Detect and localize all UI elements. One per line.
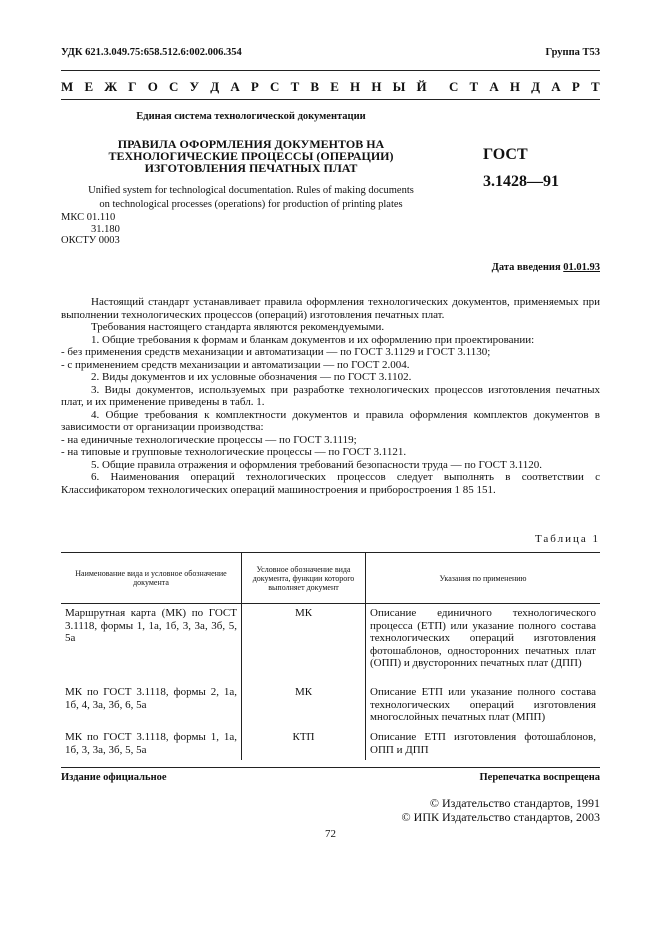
body-paragraph: Требования настоящего стандарта являются рекомендуемыми.: [91, 321, 385, 333]
banner-letter: У: [189, 79, 200, 94]
body-paragraph: 2. Виды документов и их условные обозначения — по ГОСТ 3.1102.: [91, 371, 412, 383]
banner-letter: Г: [128, 79, 137, 94]
copyright-line: © Издательство стандартов, 1991: [429, 796, 600, 810]
column-header-usage: Указания по применению: [366, 553, 601, 604]
table-cell-usage: Описание ЕТП или указание полного состава технологических операций изготовления многослойных печатных плат (МПП): [366, 681, 601, 726]
footer-rule: [61, 767, 600, 768]
banner-letter: Р: [250, 79, 259, 94]
header-rule-top: [61, 70, 600, 71]
banner-letter: Т: [469, 79, 479, 94]
table-cell-code: КТП: [242, 726, 366, 760]
document-types-table: [61, 552, 600, 760]
banner-letter: С: [169, 79, 179, 94]
banner-letter: С: [448, 79, 459, 94]
udk-code: УДК 621.3.049.75:658.512.6:002.006.354: [61, 47, 242, 58]
document-title: [61, 138, 441, 174]
column-header-name: Наименование вида и условное обозначение документа: [61, 553, 242, 604]
date-value: 01.01.93: [563, 262, 600, 273]
body-paragraph: 3. Виды документов, используемых при разработке технологических процессов изготовления печатных плат, и их применение приведены в табл. 1.: [61, 383, 600, 408]
body-paragraph: 1. Общие требования к формам и бланкам документов и их оформлению при проектировании:: [91, 333, 535, 346]
table-cell-name: МК по ГОСТ 3.1118, формы 1, 1а, 1б, 3, 3а, 3б, 5, 5а: [65, 731, 237, 756]
banner-letter: Ж: [104, 79, 118, 94]
title-line: ИЗГОТОВЛЕНИЯ ПЕЧАТНЫХ ПЛАТ: [144, 161, 358, 175]
english-title: [61, 184, 441, 212]
page-number: 72: [325, 828, 336, 840]
copyright-line: © ИПК Издательство стандартов, 2003: [401, 810, 600, 824]
table-row: [61, 726, 600, 760]
official-edition-label: Издание официальное: [61, 772, 167, 783]
table-cell-code: МК: [242, 681, 366, 726]
interstate-standard-banner: [61, 79, 600, 95]
mks-code: МКС 01.110: [61, 212, 116, 223]
banner-letter: В: [310, 79, 320, 94]
banner-letter: С: [270, 79, 280, 94]
gost-label: ГОСТ: [483, 146, 528, 163]
header-rule-bottom: [61, 99, 600, 100]
group-code: Группа Т53: [545, 47, 600, 58]
table-cell-usage: Описание ЕТП изготовления фотошаблонов, ОПП и ДПП: [366, 726, 601, 760]
table-row: [61, 681, 600, 726]
standard-body: [61, 296, 600, 496]
table-cell-name: Маршрутная карта (МК) по ГОСТ 3.1118, формы 1, 1а, 1б, 3, 3а, 3б, 5, 5а: [65, 607, 237, 644]
gost-number: 3.1428—91: [483, 173, 559, 190]
okstu-code: ОКСТУ 0003: [61, 235, 120, 246]
banner-letter: Е: [84, 79, 94, 94]
banner-letter: Д: [531, 79, 541, 94]
table-cell-usage: Описание единичного технологического процесса (ЕТП) или указание полного состава технологических операций изготовления фотошаблонов, односторонних печатных плат (ОПП) и двусторонних печатных плат (ДПП): [366, 604, 601, 682]
body-paragraph: - с применением средств механизации и автоматизации — по ГОСТ 2.004.: [61, 358, 410, 371]
title-line: ПРАВИЛА ОФОРМЛЕНИЯ ДОКУМЕНТОВ НА: [117, 137, 385, 151]
banner-letter: А: [551, 79, 561, 94]
banner-letter: М: [61, 79, 74, 94]
banner-letter: О: [147, 79, 158, 94]
banner-letter: Ы: [392, 79, 406, 94]
english-title-line: on technological processes (operations) for production of printing plates: [99, 199, 403, 210]
introduction-date: [492, 262, 600, 273]
date-label: Дата введения: [491, 262, 561, 273]
banner-letter: Р: [571, 79, 580, 94]
table-header-row: [61, 553, 600, 604]
banner-letter: Т: [290, 79, 300, 94]
banner-letter: Д: [210, 79, 220, 94]
banner-letter: Н: [350, 79, 361, 94]
banner-letter: Е: [330, 79, 339, 94]
table-cell-code: МК: [242, 604, 366, 682]
banner-letter: Н: [371, 79, 382, 94]
system-title: Единая система технологической документации: [136, 111, 366, 122]
body-paragraph: - на единичные технологические процессы — по ГОСТ 3.1119;: [61, 433, 357, 446]
table-caption: Таблица 1: [534, 533, 600, 545]
title-line: ТЕХНОЛОГИЧЕСКИЕ ПРОЦЕССЫ (ОПЕРАЦИИ): [108, 149, 394, 163]
mks-code-2: 31.180: [91, 223, 120, 235]
banner-letter: А: [230, 79, 240, 94]
body-paragraph: 4. Общие требования к комплектности документов и правила оформления комплектов документов в зависимости от организации производства:: [61, 408, 600, 433]
banner-letter: А: [489, 79, 499, 94]
classifier-codes: [61, 212, 120, 247]
english-title-line: Unified system for technological documentation. Rules of making documents: [88, 185, 414, 196]
gost-designation: [483, 141, 559, 195]
table-cell-name: МК по ГОСТ 3.1118, формы 2, 1а, 1б, 4, 3а, 3б, 6, 5а: [65, 686, 237, 711]
reprint-prohibited-label: Перепечатка воспрещена: [479, 772, 600, 783]
banner-letter: Й: [416, 79, 427, 94]
body-paragraph: - на типовые и групповые технологические процессы — по ГОСТ 3.1121.: [61, 446, 407, 458]
body-paragraph: 6. Наименования операций технологических процессов следует выполнять в соответствии с Классификатором технологических операций машиностроения и приборостроения 1 85 151.: [61, 471, 600, 496]
column-header-code: Условное обозначение вида документа, функции которого выполняет документ: [242, 553, 366, 604]
table-row: [61, 604, 600, 682]
banner-letter: Н: [509, 79, 521, 94]
body-paragraph: - без применения средств механизации и автоматизации — по ГОСТ 3.1129 и ГОСТ 3.1130;: [61, 346, 491, 358]
copyright-block: [402, 796, 600, 824]
banner-letter: Т: [590, 79, 600, 94]
body-paragraph: 5. Общие правила отражения и оформления требований безопасности труда — по ГОСТ 3.1120.: [91, 458, 543, 471]
body-paragraph: Настоящий стандарт устанавливает правила оформления технологических документов, применяемых при выполнении технологических процессов (операций) изготовления печатных плат.: [61, 296, 600, 321]
